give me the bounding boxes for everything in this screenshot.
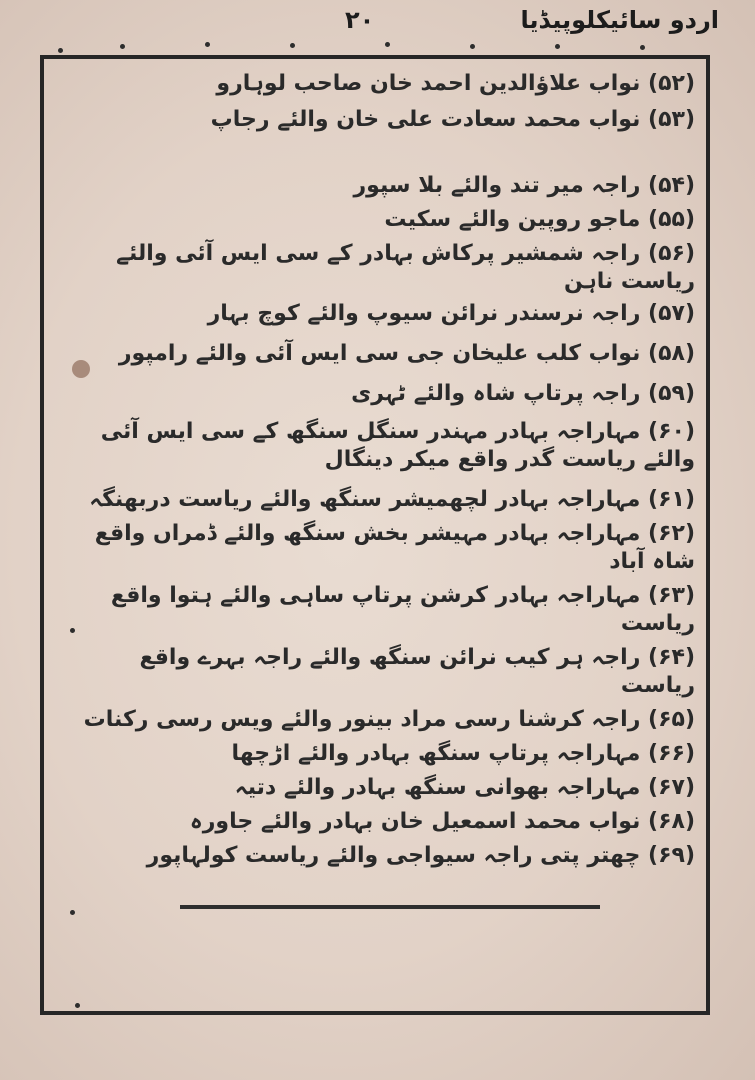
- entries-list: [80, 70, 695, 870]
- ink-speck: [70, 910, 75, 915]
- entry-line: (۵۶) راجہ شمشیر پرکاش بہادر کے سی ایس آئی والئے ریاست ناہن: [116, 241, 695, 294]
- ink-speck: [70, 628, 75, 633]
- entry-line: (۵۲) نواب علاؤالدین احمد خان صاحب لوہارو: [216, 71, 695, 96]
- running-header-title: اردو سائیکلوپیڈیا: [520, 6, 719, 34]
- entry-line: (۶۹) چھتر پتی راجہ سیواجی والئے ریاست کولہاپور: [146, 843, 695, 868]
- entry-line: (۵۴) راجہ میر تند والئے بلا سپور: [353, 173, 695, 198]
- ink-speck: [385, 42, 390, 47]
- ink-speck: [75, 1003, 80, 1008]
- entry-line: (۶۰) مہاراجہ بہادر مہندر سنگل سنگھ کے سی ایس آئی والئے ریاست گدر واقع میکر دینگال: [100, 419, 695, 472]
- ink-speck: [290, 43, 295, 48]
- ink-speck: [205, 42, 210, 47]
- page-number: ۲۰: [345, 6, 375, 34]
- entry-line: (۵۸) نواب کلب علیخان جی سی ایس آئی والئے رامپور: [118, 341, 695, 366]
- entry-line: (۶۱) مہاراجہ بہادر لچھمیشر سنگھ والئے ریاست دربھنگہ: [89, 487, 695, 512]
- entry-line: (۵۹) راجہ پرتاپ شاہ والئے ٹہری: [351, 381, 695, 406]
- entry-line: (۶۸) نواب محمد اسمعیل خان بہادر والئے جاورہ: [189, 809, 695, 834]
- ink-speck: [640, 45, 645, 50]
- entry-line: (۵۷) راجہ نرسندر نرائن سیوپ والئے کوچ بہار: [207, 301, 695, 326]
- entry-line: (۵۳) نواب محمد سعادت علی خان والئے رجاپ: [210, 107, 695, 132]
- closing-rule: [180, 905, 600, 909]
- entry-line: (۶۴) راجہ ہر کیب نرائن سنگھ والئے راجہ بہرے واقع ریاست: [139, 645, 695, 698]
- entry-line: (۵۵) ماجو روپین والئے سکیت: [384, 207, 695, 232]
- entry-line: (۶۳) مہاراجہ بہادر کرشن پرتاپ ساہی والئے ہتوا واقع ریاست: [110, 583, 695, 636]
- ink-speck: [58, 48, 63, 53]
- entry-line: (۶۲) مہاراجہ بہادر مہیشر بخش سنگھ والئے ڈمراں واقع شاہ آباد: [94, 521, 695, 574]
- ink-speck: [555, 44, 560, 49]
- entry-line: (۶۷) مہاراجہ بھوانی سنگھ بہادر والئے دتیہ: [234, 775, 695, 800]
- entry-line: (۶۵) راجہ کرشنا رسی مراد بینور والئے ویس رسی رکنات: [83, 707, 695, 732]
- ink-speck: [120, 44, 125, 49]
- entry-line: (۶۶) مہاراجہ پرتاپ سنگھ بہادر والئے اڑچھا: [231, 741, 695, 766]
- ink-speck: [470, 44, 475, 49]
